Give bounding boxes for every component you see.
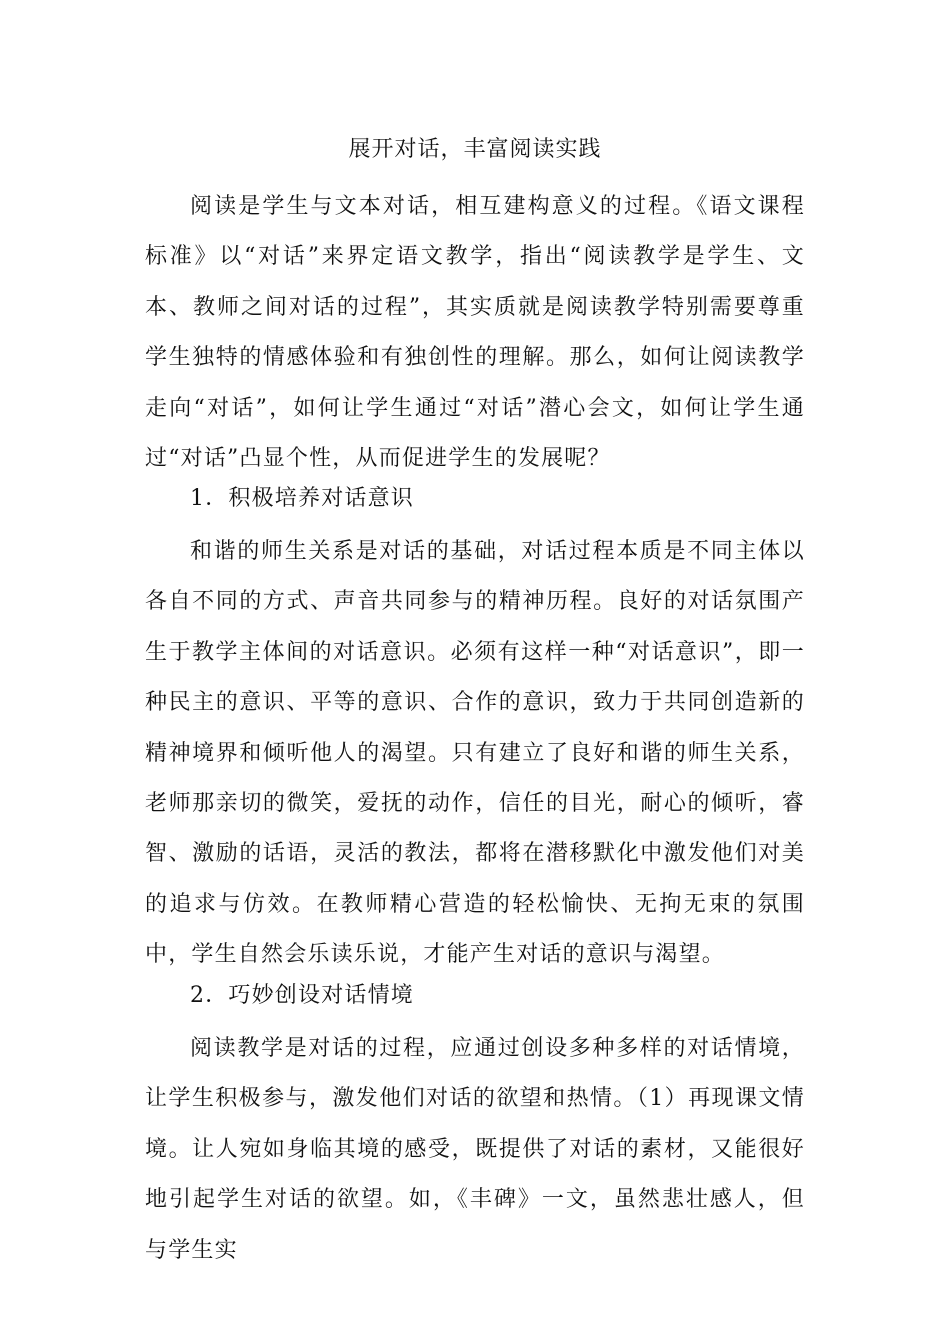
- section-2-heading: 2．巧妙创设对话情境: [190, 983, 414, 1008]
- section-1-paragraph: 和谐的师生关系是对话的基础，对话过程本质是不同主体以各自不同的方式、声音共同参与的精神历程。良好的对话氛围产生于教学主体间的对话意识。必须有这样一种“对话意识”，即一种民主的意识、平等的意识、合作的意识，致力于共同创造新的精神境界和倾听他人的渴望。只有建立了良好和谐的师生关系，老师那亲切的微笑，爱抚的动作，信任的目光，耐心的倾听，睿智、激励的话语，灵活的教法，都将在潜移默化中激发他们对美的追求与仿效。在教师精心营造的轻松愉快、无拘无束的氛围中，学生自然会乐读乐说，才能产生对话的意识与渴望。: [145, 539, 805, 968]
- document-title: 展开对话，丰富阅读实践: [348, 137, 602, 162]
- section-2-paragraph: 阅读教学是对话的过程，应通过创设多种多样的对话情境，让学生积极参与，激发他们对话的欲望和热情。（1）再现课文情境。让人宛如身临其境的感受，既提供了对话的素材，又能很好地引起学生对话的欲望。如，《丰碑》一文，虽然悲壮感人，但与学生实: [145, 1036, 805, 1263]
- section-1-heading: 1．积极培养对话意识: [190, 486, 414, 511]
- intro-paragraph: 阅读是学生与文本对话，相互建构意义的过程。《语文课程标准》以“对话”来界定语文教学，指出“阅读教学是学生、文本、教师之间对话的过程”，其实质就是阅读教学特别需要尊重学生独特的情感体验和有独创性的理解。那么，如何让阅读教学走向“对话”，如何让学生通过“对话”潜心会文，如何让学生通过“对话”凸显个性，从而促进学生的发展呢？: [145, 194, 805, 472]
